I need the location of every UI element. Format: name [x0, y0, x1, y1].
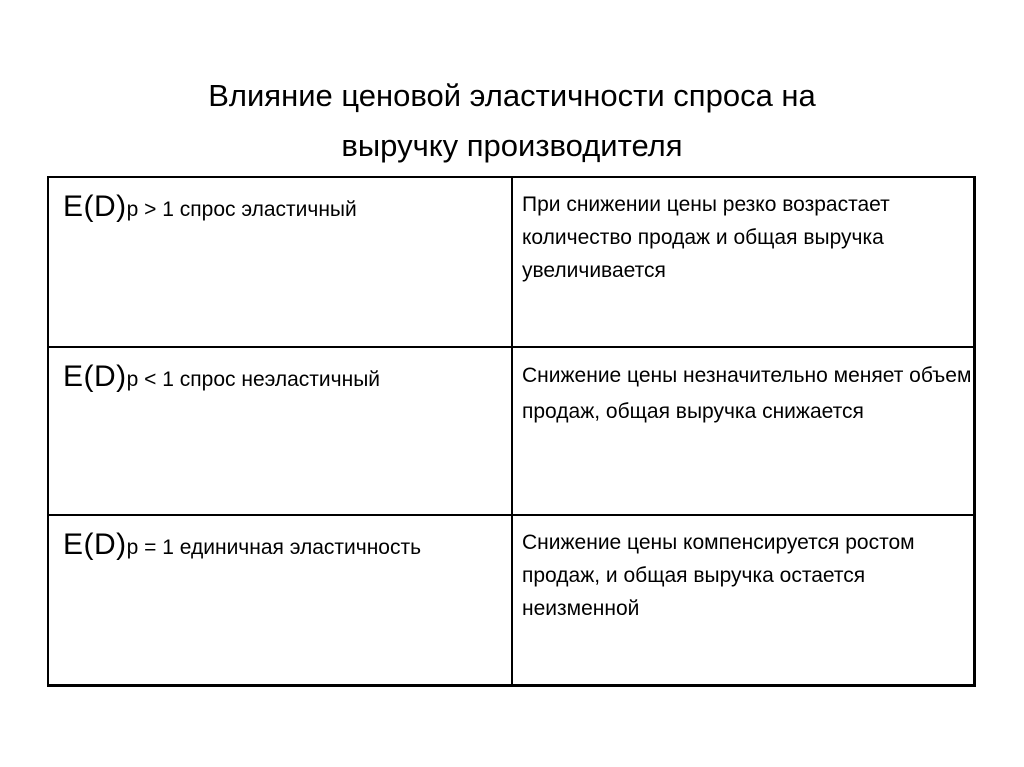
condition-label: р > 1 спрос эластичный [126, 198, 357, 221]
table-row [49, 348, 973, 516]
effect-cell [513, 348, 975, 514]
effect-text: Снижение цены компенсируется ростом продаж, и общая выручка остается неизменной [522, 531, 915, 620]
condition-label: р < 1 спрос неэластичный [126, 368, 381, 391]
elasticity-symbol: E(D) [63, 360, 127, 393]
condition-text [63, 528, 493, 565]
effect-cell [513, 178, 975, 346]
slide-title [0, 71, 1024, 171]
slide-title-line-1: Влияние ценовой эластичности спроса на [208, 77, 816, 113]
table-row [49, 516, 973, 686]
condition-text [63, 190, 511, 227]
effect-text: При снижении цены резко возрастает количество продаж и общая выручка увеличивается [522, 193, 890, 282]
condition-cell [49, 516, 513, 686]
condition-cell [49, 178, 513, 346]
effect-text: Снижение цены незначительно меняет объем продаж, общая выручка снижается [522, 364, 972, 423]
effect-cell [513, 516, 975, 686]
elasticity-symbol: E(D) [63, 528, 127, 561]
elasticity-table [47, 176, 976, 687]
slide-title-line-2: выручку производителя [341, 127, 683, 163]
table-row [49, 178, 973, 348]
condition-label: р = 1 единичная эластичность [126, 536, 422, 559]
condition-text [63, 360, 511, 397]
condition-cell [49, 348, 513, 514]
elasticity-symbol: E(D) [63, 190, 127, 223]
